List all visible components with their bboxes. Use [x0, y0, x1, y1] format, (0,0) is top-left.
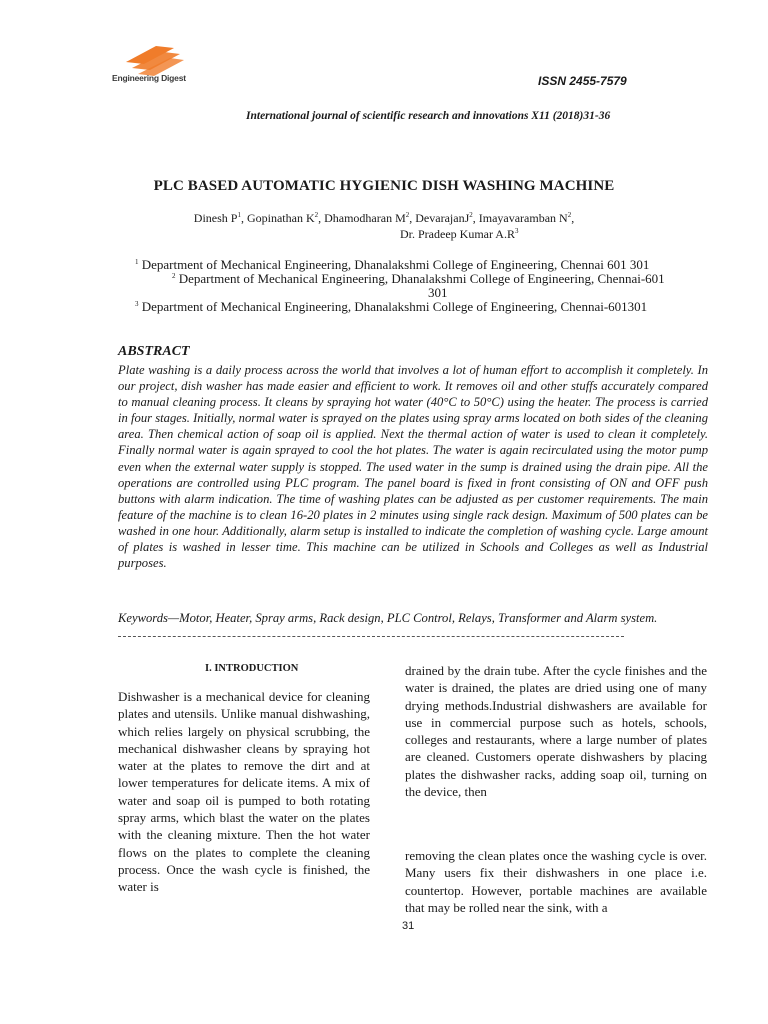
affiliation-1: [135, 258, 649, 272]
author-name: DevarajanJ: [415, 211, 470, 225]
affiliation-3: [135, 300, 647, 314]
section-divider: [118, 636, 624, 637]
keywords: Keywords—Motor, Heater, Spray arms, Rack design, PLC Control, Relays, Transformer and Alarm system.: [118, 611, 658, 625]
author-separator: ,: [409, 211, 416, 225]
author-name: Dhamodharan M: [324, 211, 406, 225]
author-affiliation-mark: 2: [469, 211, 473, 219]
affiliation-mark: 3: [135, 300, 139, 308]
author-separator: ,: [318, 211, 325, 225]
section-heading-introduction: I. INTRODUCTION: [205, 663, 299, 674]
journal-citation: International journal of scientific research and innovations X11 (2018)31-36: [246, 110, 611, 122]
body-column-left: Dishwasher is a mechanical device for cleaning plates and utensils. Unlike manual dishwashing, which relies largely on physical scrubbing, the mechanical dishwasher cleans by spraying hot water at the plates to remove the dirt and at lower temperatures for delicate items. A mix of water and soap oil is pumped to both rotating spray arms, which blast the water on the plates with the cleaning mixture. Then the hot water flows on the plates to complete the cleaning process. Once the wash cycle is finished, the water is: [118, 689, 370, 895]
author-affiliation-mark: 2: [405, 211, 410, 219]
author-name: Gopinathan K: [246, 211, 315, 225]
affiliation-2: [172, 272, 665, 286]
affiliation-text: Department of Mechanical Engineering, Dhanalakshmi College of Engineering, Chennai 601 301: [141, 257, 650, 272]
author-list-continued: [400, 227, 518, 242]
abstract-body: Plate washing is a daily process across the world that involves a lot of human effort to accomplish it completely. In our project, dish washer has made easier and efficient to work. It removes oil and other stuffs accurately compared to manual cleaning process. It cleans by spraying hot water (40°C to 50°C) using the heater. The process is carried in four stages. Initially, normal water is sprayed on the plates using spray arms located on both sides of the cleaning area. Then chemical action of soap oil is applied. Next the thermal action of water is used to clean it completely. Finally normal water is again sprayed to cool the hot plates. The water is again recirculated using the motor pump even when the external water supply is stopped. The used water in the sump is drained using the drain pipe. All the operations are controlled using PLC program. The panel board is fixed in front consisting of ON and OFF push buttons with alarm indication. The time of washing plates can be adjusted as per customer requirements. The main feature of the machine is to clean 16-20 plates in 2 minutes using single rack design. Maximum of 500 plates can be washed in one hour. Additionally, alarm setup is installed to indicate the completion of washing cycle. Large amount of plates is washed in lesser time. This machine can be utilized in Schools and Colleges as well as Industrial purposes.: [118, 363, 708, 571]
body-column-right-bottom: removing the clean plates once the washing cycle is over. Many users fix their dishwashers in one place i.e. countertop. However, portable machines are available that may be rolled near the sink, with a: [405, 848, 707, 915]
affiliation-2-continued: 301: [428, 285, 448, 300]
issn-label: ISSN 2455-7579: [538, 74, 627, 88]
author-affiliation-mark: 1: [237, 211, 241, 219]
affiliation-text: Department of Mechanical Engineering, Dhanalakshmi College of Engineering, Chennai-601: [178, 271, 665, 286]
body-column-right-top: drained by the drain tube. After the cycle finishes and the water is drained, the plates are dried using one of many drying methods.Industrial dishwashers are available for use in commercial purpose such as hotels, schools, colleges and restaurants, where a large number of plates are cleaned. Customers operate dishwashers by placing plates the dishwasher racks, adding soap oil, turning on the device, then: [405, 663, 707, 800]
affiliation-text: Department of Mechanical Engineering, Dhanalakshmi College of Engineering, Chennai-601301: [141, 299, 648, 314]
author-affiliation-mark: 2: [567, 211, 572, 219]
author-list: Dinesh $P^1$, Gopinathan $K^2$, Dhamodharan $M^2$, DevarajanJ$^2$, Imayavaramban $N^2$,: [193, 211, 575, 225]
author-name: Dr. Pradeep Kumar A.R: [400, 227, 515, 241]
paper-title: PLC BASED AUTOMATIC HYGIENIC DISH WASHING MACHINE: [153, 178, 615, 194]
logo-text: Engineering Digest: [112, 73, 186, 83]
author-name: Imayavaramban N: [478, 211, 568, 225]
affiliation-mark: 1: [135, 258, 139, 266]
abstract-heading: ABSTRACT: [118, 344, 190, 359]
author-separator: ,: [240, 211, 247, 225]
author-name: Dinesh P: [193, 211, 238, 225]
author-affiliation-mark: 2: [314, 211, 319, 219]
page-number: 31: [402, 920, 415, 932]
affiliation-mark: 2: [172, 272, 176, 280]
author-affiliation-mark: 3: [514, 227, 519, 235]
author-separator: ,: [472, 211, 479, 225]
